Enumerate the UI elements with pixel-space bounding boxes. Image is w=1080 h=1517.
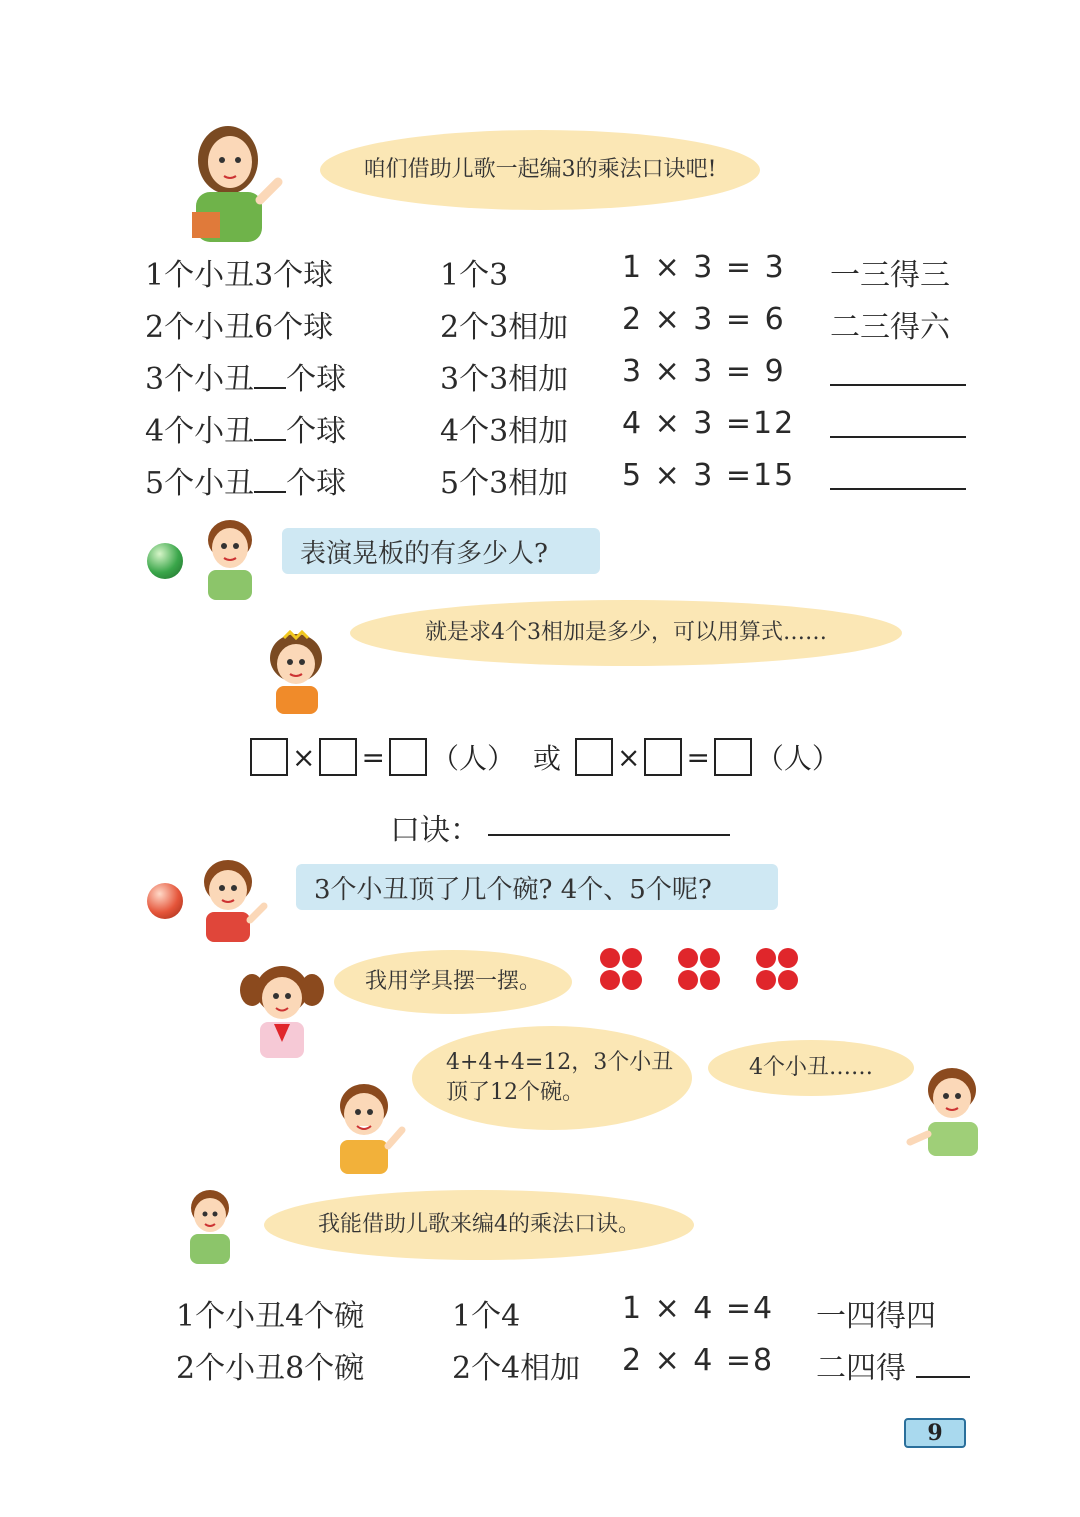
equation-text: 2 × 3 = 6: [622, 302, 786, 337]
clown-prefix: 4个小丑: [145, 414, 255, 449]
rhyme-blank[interactable]: [830, 436, 966, 438]
boy-green-illustration: [904, 1064, 988, 1158]
clown-suffix: 个球: [286, 466, 347, 501]
equation-text: 3 × 3 = 9: [622, 354, 786, 389]
counter-cluster: [678, 948, 722, 992]
red-ball-icon: [147, 883, 183, 919]
rhyme-text: 一三得三: [830, 258, 950, 293]
answer-box[interactable]: [319, 738, 357, 776]
boy-small-illustration: [184, 1188, 236, 1264]
answer-box[interactable]: [714, 738, 752, 776]
boy2-speech-bubble: [708, 1040, 914, 1096]
clown-text-fill: [145, 354, 346, 398]
addition-text: 4个3相加: [440, 414, 569, 449]
girl-pigtails-illustration: [234, 960, 330, 1060]
answer-box[interactable]: [389, 738, 427, 776]
equals-sign: =: [361, 740, 385, 774]
boy-bubble-line2: 顶了12个碗。: [446, 1080, 584, 1105]
girl-illustration: [258, 628, 338, 718]
page-number: 9: [904, 1418, 966, 1448]
rhyme-blank[interactable]: [830, 384, 966, 386]
intro-text: 咱们借助儿歌一起编3的乘法口诀吧!: [363, 157, 717, 183]
girl-speech-bubble: [350, 600, 902, 666]
answer-box[interactable]: [575, 738, 613, 776]
clown-text: 2个小丑8个碗: [176, 1351, 365, 1386]
addition-text: 2个3相加: [440, 310, 569, 345]
addition-text: 1个4: [452, 1299, 521, 1334]
equation-text: 1 × 3 = 3: [622, 250, 786, 285]
equation-text: 5 × 3 =15: [622, 458, 796, 493]
girl-pigtails-speech-bubble: [334, 950, 572, 1014]
counter-cluster: [756, 948, 800, 992]
times-sign: ×: [616, 740, 641, 774]
boy-illustration: [200, 518, 260, 600]
clown-text: 1个小丑4个碗: [176, 1299, 365, 1334]
counter-cluster: [600, 948, 644, 992]
intro4-text: 我能借助儿歌来编4的乘法口诀。: [318, 1212, 640, 1238]
fill-blank[interactable]: [254, 413, 286, 441]
clown-prefix: 5个小丑: [145, 466, 255, 501]
question-box-1: [282, 528, 600, 574]
boy-speech-bubble: [412, 1026, 692, 1130]
clown-text-fill: [145, 458, 346, 502]
unit-label: （人）: [755, 742, 840, 775]
fill-blank[interactable]: [254, 465, 286, 493]
equation-text: 1 × 4 =4: [622, 1291, 775, 1326]
addition-text: 5个3相加: [440, 466, 569, 501]
addition-text: 2个4相加: [452, 1351, 581, 1386]
table3-row-1: [145, 250, 333, 294]
teacher-speech-bubble: [320, 130, 760, 210]
rhyme-text: 二三得六: [830, 310, 950, 345]
equation-text: 4 × 3 =12: [622, 406, 796, 441]
clown-text: 1个小丑3个球: [145, 258, 334, 293]
rhyme-blank[interactable]: [830, 488, 966, 490]
rhyme-text: 一四得四: [816, 1299, 936, 1334]
green-ball-icon: [147, 543, 183, 579]
boy-pointing-illustration: [192, 856, 272, 942]
times-sign: ×: [292, 740, 316, 774]
question-text: 表演晃板的有多少人?: [300, 538, 548, 569]
equation-text: 2 × 4 =8: [622, 1343, 775, 1378]
boy-bubble-line1: 4+4+4=12，3个小丑: [446, 1050, 674, 1076]
rhyme-blank[interactable]: [916, 1376, 970, 1378]
boy-waving-illustration: [324, 1080, 410, 1176]
intro4-speech-bubble: [264, 1190, 694, 1260]
addition-text: 3个3相加: [440, 362, 569, 397]
question-box-2: [296, 864, 778, 910]
equals-sign: =: [686, 740, 710, 774]
answer-box[interactable]: [644, 738, 682, 776]
question-text: 3个小丑顶了几个碗? 4个、5个呢?: [314, 874, 712, 905]
boy2-bubble-text: 4个小丑……: [749, 1055, 873, 1081]
fill-blank[interactable]: [254, 361, 286, 389]
koujue-label: 口诀：: [390, 813, 480, 848]
clown-prefix: 3个小丑: [145, 362, 255, 397]
clown-suffix: 个球: [286, 414, 347, 449]
koujue-blank[interactable]: [488, 834, 730, 836]
formula-row: [250, 734, 890, 780]
rhyme-text: 二四得: [816, 1351, 906, 1386]
addition-text: 1个3: [440, 258, 509, 293]
teacher-illustration: [178, 120, 288, 242]
clown-suffix: 个球: [286, 362, 347, 397]
unit-label: （人）: [430, 742, 515, 775]
clown-text-fill: [145, 406, 346, 450]
or-label: 或: [532, 742, 561, 775]
answer-bubble-text: 就是求4个3相加是多少，可以用算式……: [425, 620, 827, 646]
answer-box[interactable]: [250, 738, 288, 776]
girl-bubble-text: 我用学具摆一摆。: [364, 969, 541, 995]
clown-text: 2个小丑6个球: [145, 310, 334, 345]
